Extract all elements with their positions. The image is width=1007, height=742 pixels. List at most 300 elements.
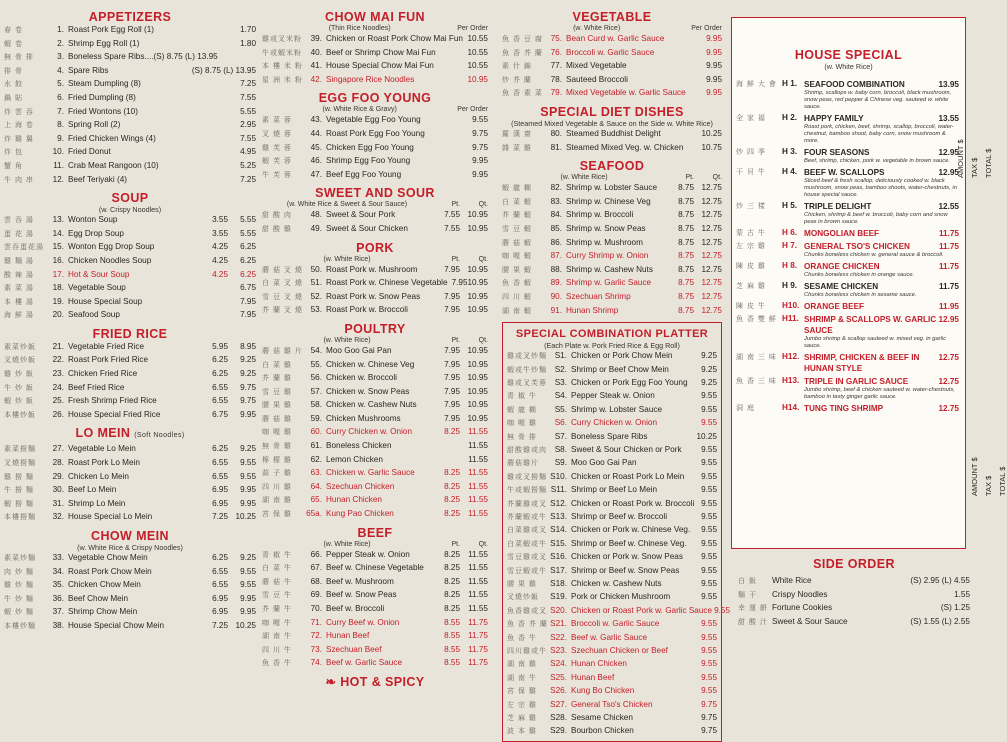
item-name: Moo Goo Gai Pan [571, 458, 637, 468]
price-pt: 4.25 [212, 242, 228, 252]
price: 9.55 [701, 418, 717, 428]
item-number: S10. [550, 471, 567, 481]
item-number: 52. [310, 291, 322, 301]
chinese-name: 芥 蘭 蝦 [502, 212, 532, 220]
price-pt: 4.25 [212, 255, 228, 265]
menu-item-poultry-4 [262, 399, 488, 413]
item-name: Kung Bo Chicken [571, 686, 635, 696]
appetizers-list [4, 24, 256, 187]
item-number: H 9. [782, 281, 798, 290]
menu-item-poultry-11 [262, 494, 488, 508]
beef-section [262, 526, 488, 671]
qt-label: Qt. [478, 540, 488, 548]
menu-item-beef-3 [262, 589, 488, 603]
section-title: SWEET AND SOUR [315, 186, 435, 201]
chinese-name: 本 樓 湯 [4, 298, 34, 306]
item-name: Shrimp or Beef Chow Mein [571, 364, 669, 374]
price-pt: 7.55 [444, 210, 460, 220]
menu-item-platter-9 [507, 471, 717, 484]
item-line [804, 403, 959, 414]
item-number: 42. [310, 74, 322, 84]
price-qt: 12.75 [701, 251, 722, 261]
chinese-name: 幸 運 餅 [738, 605, 768, 613]
price-pt: 8.75 [678, 196, 694, 206]
item-number: 46. [310, 156, 322, 166]
price-qt: 12.75 [701, 183, 722, 193]
item-name: Shrimp w. Chinese Veg [566, 196, 651, 206]
item-number: 90. [550, 291, 562, 301]
chinese-name: 蝦 撈 麵 [4, 500, 34, 508]
price: 7.25 [240, 174, 256, 184]
item-number: H 7. [782, 241, 798, 250]
chinese-name: 白菜雞或叉 [507, 527, 547, 535]
item-name: Vegetable Soup [68, 283, 126, 293]
item-number: S14. [550, 525, 567, 535]
section-title-text: LO MEIN [75, 426, 131, 441]
item-name: Roast Pork Chow Mein [68, 566, 152, 576]
item-number: 38. [52, 620, 64, 630]
item-number: 59. [310, 413, 322, 423]
item-number: S3. [554, 377, 567, 387]
price-pt: 8.75 [678, 210, 694, 220]
item-number: 45. [310, 142, 322, 152]
price: 9.55 [701, 632, 717, 642]
section-title: POULTRY [344, 321, 406, 336]
price-qt: 11.55 [468, 604, 488, 613]
menu-item-beef-0 [262, 549, 488, 563]
item-number: 55. [310, 359, 322, 369]
menu-item-platter-6 [507, 431, 717, 444]
item-name: Shrimp w. Cashew Nuts [566, 264, 653, 274]
item-name: FOUR SEASONS [804, 148, 870, 157]
chinese-name: 炸 包 [4, 149, 23, 157]
chinese-name: 肉 炒 麵 [4, 568, 34, 576]
item-description: Jumbo shrimp & scallop sauteed w. mixed veg. in garlic sauce. [804, 336, 947, 349]
menu-item-appetizers-0 [4, 24, 256, 38]
qt-label: Qt. [712, 174, 722, 182]
price: 11.75 [938, 282, 959, 291]
price-qt: 6.75 [240, 283, 256, 293]
item-number: 28. [52, 458, 64, 468]
item-number: 15. [52, 242, 64, 252]
item-number: H 1. [782, 79, 798, 88]
item-number: 66. [310, 549, 322, 559]
price: 9.25 [701, 377, 717, 387]
price-pt: 8.25 [444, 495, 460, 505]
item-name: Chicken Mushrooms [326, 413, 401, 423]
price-qt: 10.95 [467, 345, 488, 355]
menu-item-soup-2 [4, 241, 256, 255]
item-name: Beef Fried Rice [68, 382, 125, 392]
column-1 [4, 8, 256, 638]
price: 5.25 [240, 160, 256, 170]
price-pt: 8.25 [444, 509, 460, 519]
menu-item-poultry-9 [262, 467, 488, 481]
price: 7.25 [240, 79, 256, 89]
item-body [804, 314, 959, 350]
price-qt: 10.95 [467, 264, 488, 274]
egg-foo-young-section [262, 91, 488, 182]
menu-item-soup-5 [4, 282, 256, 296]
menu-item-seafood-0 [502, 182, 722, 196]
item-number: S19. [550, 592, 567, 602]
item-name: Roast Pork Lo Mein [68, 458, 140, 468]
price-qt: 12.75 [701, 278, 722, 288]
item-description: Beef, shrimp, chicken, pork w. vegetable in brown sauce. [804, 158, 950, 164]
item-name: Shrimp Lo Mein [68, 498, 126, 508]
item-number: S1. [554, 351, 567, 361]
lo-mein-section [4, 426, 256, 525]
section-header [262, 105, 488, 114]
price-qt: 10.95 [467, 413, 488, 423]
price-pt: 7.95 [444, 264, 460, 274]
poultry-list [262, 345, 488, 522]
chow-mai-fun-section [262, 10, 488, 87]
item-name: Chicken or Pork Chow Mein [571, 351, 673, 361]
item-description: Jumbo shrimp, beef & chicken sauteed w. water-chestnuts, bamboo in tasty ginger garlic sauce. [804, 387, 956, 400]
item-name: Chicken or Roast Pork w. Garlic Sauce [571, 605, 713, 615]
price-qt: 11.55 [468, 481, 488, 491]
price: 11.75 [938, 229, 959, 238]
menu-item-appetizers-7 [4, 119, 256, 133]
pt-label: Pt. [451, 336, 460, 344]
section-subtitle: (w. White Rice) [323, 540, 371, 548]
menu-item-seafood-3 [502, 223, 722, 237]
price: 9.25 [701, 351, 717, 361]
item-name: Boneless Spare Ribs....(S) 8.75 (L) 13.95 [68, 52, 218, 62]
price-qt: 10.95 [467, 291, 488, 301]
item-number: 3. [57, 52, 64, 62]
chinese-name: 青 椒 牛 [262, 551, 292, 559]
chinese-name: 魚 香 三 味 [736, 378, 777, 385]
chinese-name: 酸 辣 湯 [4, 271, 34, 279]
item-name: Steamed Mixed Veg. w. Chicken [566, 142, 684, 152]
item-name: SEAFOOD COMBINATION [804, 80, 905, 89]
item-line [804, 352, 959, 374]
item-number: 17. [52, 269, 64, 279]
chinese-name: 四 川 蝦 [502, 293, 532, 301]
price: 9.55 [701, 511, 717, 521]
chow-mein-list [4, 552, 256, 634]
item-number: 20. [52, 310, 64, 320]
item-name: Bourbon Chicken [571, 726, 634, 736]
price: 12.75 [938, 404, 959, 413]
section-subtitle: (Steamed Mixed Vegetable & Sauce on the Side w. White Rice) [511, 118, 713, 128]
item-name: Roast Pork w. Snow Peas [326, 291, 421, 301]
chinese-name: 湖 南 三 味 [736, 354, 777, 361]
house-special-item-3 [736, 167, 959, 199]
item-description: Shrimp, scallops w. baby corn, broccoli, black mushroom, snow peas, red pepper & Chinese veg. sauteed w. white sauce. [804, 90, 952, 110]
menu-item-pork-0 [262, 264, 488, 278]
side-order-section [738, 555, 970, 629]
item-name: Beef w. Broccoli [326, 604, 385, 613]
price-pt: 8.75 [678, 305, 694, 315]
section-title: SPECIAL COMBINATION PLATTER [515, 328, 709, 341]
item-body [804, 113, 959, 145]
chinese-name: 蝦 龍 糊 [502, 185, 532, 193]
section-header [262, 255, 488, 264]
menu-item-beef-8 [262, 657, 488, 671]
section-subtitle: (w. White Rice & Gravy) [322, 106, 397, 114]
item-number: 75. [550, 34, 562, 43]
item-line [804, 167, 959, 178]
egg-foo-young-list [262, 114, 488, 182]
item-name: TRIPLE DELIGHT [804, 202, 872, 211]
chinese-name: 牛 肉 串 [4, 176, 34, 184]
section-header [502, 24, 722, 33]
chinese-name: 素菜撈麵 [4, 446, 36, 454]
item-number: S11. [550, 485, 567, 495]
item-body [804, 261, 959, 279]
item-name: SHRIMP & SCALLOPS W. GARLIC SAUCE [804, 315, 937, 335]
item-name: TUNG TING SHRIMP [804, 404, 884, 413]
section-subtitle: (w. White Rice) [560, 174, 608, 182]
item-name: Chicken or Roast Pork Chow Mai Fun [326, 34, 463, 43]
menu-item-sweet_sour-1 [262, 223, 488, 237]
price-pt: 8.75 [678, 291, 694, 301]
menu-item-platter-14 [507, 538, 717, 551]
item-number: H 3. [782, 147, 798, 156]
menu-item-platter-28 [507, 725, 717, 738]
menu-item-soup-4 [4, 269, 256, 283]
item-name: Roast Pork Fried Rice [68, 355, 149, 365]
qt-label: Qt. [478, 255, 488, 263]
price: 9.55 [701, 592, 717, 602]
menu-item-soup-0 [4, 214, 256, 228]
chinese-name: 叉 燒 蓉 [262, 130, 292, 138]
chinese-name: 魚 香 豆 腐 [502, 36, 543, 43]
price: 2.95 [240, 120, 256, 130]
item-number: S27. [550, 699, 567, 709]
item-number: S16. [550, 552, 567, 562]
section-subtitle: (w. Crispy Noodles) [98, 205, 162, 215]
seafood-list [502, 182, 722, 318]
price-qt: 10.95 [467, 223, 488, 233]
section-header [262, 24, 488, 33]
item-body [804, 376, 959, 401]
item-number: S15. [550, 538, 567, 548]
chinese-name: 魚 香 芥 蘭 [507, 621, 548, 629]
chinese-name: 蝦 芙 蓉 [262, 158, 292, 166]
menu-item-platter-3 [507, 390, 717, 403]
menu-item-appetizers-11 [4, 174, 256, 188]
item-line [804, 314, 959, 336]
item-name: Szechuan Chicken or Beef [571, 646, 668, 656]
item-body [804, 241, 959, 259]
item-name: Beef w. Mushroom [326, 576, 394, 586]
diet-section [502, 105, 722, 155]
menu-item-egg_foo_young-2 [262, 142, 488, 156]
chinese-name: 海 鮮 湯 [4, 312, 34, 320]
menu-item-fried_rice-2 [4, 368, 256, 382]
chinese-name: 雞或叉芙蓉 [507, 379, 547, 387]
price-pt: 8.75 [678, 223, 694, 233]
price-qt: 12.75 [701, 264, 722, 274]
item-line [804, 281, 959, 292]
chinese-name: 四 川 雞 [262, 483, 292, 491]
item-number: 68. [310, 576, 322, 586]
vegetable-section [502, 10, 722, 101]
item-number: S6. [554, 418, 567, 428]
menu-item-fried_rice-4 [4, 395, 256, 409]
item-number: S4. [554, 391, 567, 401]
chinese-name: 雲 吞 湯 [4, 217, 34, 225]
chinese-name: 芝 麻 雞 [507, 715, 537, 723]
chinese-name: 炒 四 季 [736, 149, 766, 156]
item-name: Pepper Steak w. Onion [571, 391, 655, 401]
item-name: Shrimp Egg Foo Young [326, 156, 411, 166]
item-body [804, 228, 959, 239]
item-name: House Special Fried Rice [68, 409, 161, 419]
chinese-name: 牛或蝦撈麵 [507, 487, 547, 495]
chinese-name: 腰 果 雞 [507, 581, 537, 588]
menu-item-platter-15 [507, 551, 717, 564]
item-number: 6. [57, 92, 64, 102]
side-order-list [738, 575, 970, 629]
per-order-label: Per Order [691, 25, 722, 32]
price-qt: 11.55 [468, 590, 488, 600]
menu-item-egg_foo_young-0 [262, 114, 488, 128]
menu-item-platter-19 [507, 605, 730, 618]
item-name: Shrimp w. Lobster Sauce [566, 183, 658, 193]
menu-item-side_order-0 [738, 575, 970, 589]
item-number: 86. [550, 237, 562, 247]
lo-mein-list [4, 443, 256, 525]
price: (S) 1.55 (L) 2.55 [910, 616, 970, 626]
menu-item-platter-10 [507, 484, 717, 497]
item-line [804, 201, 959, 212]
item-name: Shrimp or Beef w. Chinese Veg. [571, 538, 687, 548]
item-number: S7. [554, 431, 567, 441]
hot-spicy-title [262, 675, 488, 689]
item-number: 30. [52, 485, 64, 495]
chinese-name: 陳 皮 牛 [736, 303, 766, 310]
price-qt: 9.25 [240, 444, 256, 454]
menu-item-beef-7 [262, 644, 488, 658]
price-pt: 8.75 [678, 237, 694, 247]
menu-item-beef-6 [262, 630, 488, 644]
chinese-name: 素 菜 湯 [4, 285, 34, 293]
item-number: 9. [57, 133, 64, 143]
item-number: S28. [550, 713, 567, 723]
menu-item-fried_rice-3 [4, 382, 256, 396]
price: 10.75 [701, 142, 722, 152]
seafood-section [502, 159, 722, 318]
menu-item-chow_mein-5 [4, 620, 256, 634]
item-number: 56. [310, 373, 322, 383]
item-body [804, 201, 959, 226]
item-name: Chicken w. Cashew Nuts [571, 579, 662, 588]
menu-item-fried_rice-5 [4, 409, 256, 423]
total-label: TOTAL $ [984, 148, 993, 178]
price-pt: 6.25 [212, 369, 228, 379]
menu-item-platter-20 [507, 618, 717, 631]
chinese-name: 牛 炒 麵 [4, 595, 34, 603]
pork-section [262, 241, 488, 318]
price-pt: 7.95 [444, 386, 460, 396]
item-number: 33. [52, 553, 64, 562]
price-pt: 8.25 [444, 563, 460, 573]
item-number: 21. [52, 341, 64, 351]
item-number: 91. [550, 305, 562, 315]
price: 9.75 [472, 142, 488, 152]
item-number: 44. [310, 128, 322, 138]
item-number: 39. [310, 34, 322, 43]
item-number: S24. [550, 659, 567, 669]
tax-label-2: TAX $ [984, 475, 993, 496]
menu-item-lo_mein-2 [4, 471, 256, 485]
price: 9.55 [701, 498, 717, 508]
fried-rice-list [4, 341, 256, 423]
section-title: CHOW MAI FUN [325, 10, 425, 24]
menu-item-appetizers-8 [4, 133, 256, 147]
item-number: 58. [310, 400, 322, 410]
chinese-name: 素 菜 蓉 [262, 117, 292, 125]
price: 10.55 [467, 61, 488, 71]
menu-item-appetizers-5 [4, 92, 256, 106]
item-name: Fortune Cookies [772, 603, 833, 613]
item-name: GENERAL TSO'S CHICKEN [804, 242, 910, 251]
chinese-name: 春 卷 [4, 27, 23, 34]
menu-item-chow_mai_fun-3 [262, 74, 488, 88]
item-name: Roast Pork Egg Foo Young [326, 128, 425, 138]
menu-item-side_order-2 [738, 602, 970, 616]
menu-item-platter-4 [507, 404, 717, 417]
item-name: General Tso's Chicken [571, 699, 653, 709]
item-name: Sweet & Sour Chicken [326, 223, 408, 233]
item-name: Pepper Steak w. Onion [326, 549, 410, 559]
price: 9.55 [701, 646, 717, 656]
menu-item-chow_mein-0 [4, 552, 256, 566]
item-number: 73. [310, 644, 322, 654]
item-name: Shrimp or Beef Lo Mein [571, 485, 658, 495]
section-title: VEGETABLE [572, 10, 652, 24]
chinese-name: 雞或叉炒麵 [507, 353, 547, 361]
item-number: 1. [57, 25, 64, 34]
chinese-name: 雪豆雞或叉 [507, 554, 547, 562]
item-name: Shrimp Egg Roll (1) [68, 38, 140, 48]
item-name: Beef w. Snow Peas [326, 590, 397, 600]
chinese-name: 本樓撈麵 [4, 514, 36, 522]
price: 9.75 [701, 699, 717, 709]
price-qt: 11.55 [468, 454, 488, 464]
item-number: 2. [57, 38, 64, 48]
price-qt: 7.95 [240, 310, 256, 320]
item-number: 65a. [306, 509, 322, 519]
price-qt: 10.25 [235, 620, 256, 630]
chinese-name: 魚 香 蝦 [502, 280, 532, 288]
price: 9.55 [701, 579, 717, 588]
menu-item-seafood-4 [502, 237, 722, 251]
menu-item-lo_mein-0 [4, 443, 256, 457]
chinese-name: 排 骨 [4, 67, 23, 75]
chinese-name: 芥 蘭 叉 燒 [262, 307, 303, 315]
section-title [4, 426, 256, 443]
item-line [804, 301, 959, 312]
item-number: 29. [52, 471, 64, 481]
amount-label-2: AMOUNT $ [970, 457, 979, 496]
price-pt: 6.25 [212, 444, 228, 454]
item-name: Shrimp or Beef w. Snow Peas [571, 565, 680, 575]
item-name: House Special Soup [68, 296, 143, 306]
chinese-name: 蘑 菇 雞 片 [262, 347, 303, 355]
item-name: Chicken or Roast Pork w. Broccoli [571, 498, 695, 508]
section-title: HOUSE SPECIAL [794, 48, 903, 62]
price-qt: 11.75 [468, 631, 488, 641]
price-pt: 6.25 [212, 355, 228, 365]
item-number: 13. [52, 215, 64, 225]
chinese-name: 腰 果 雞 [262, 402, 292, 410]
